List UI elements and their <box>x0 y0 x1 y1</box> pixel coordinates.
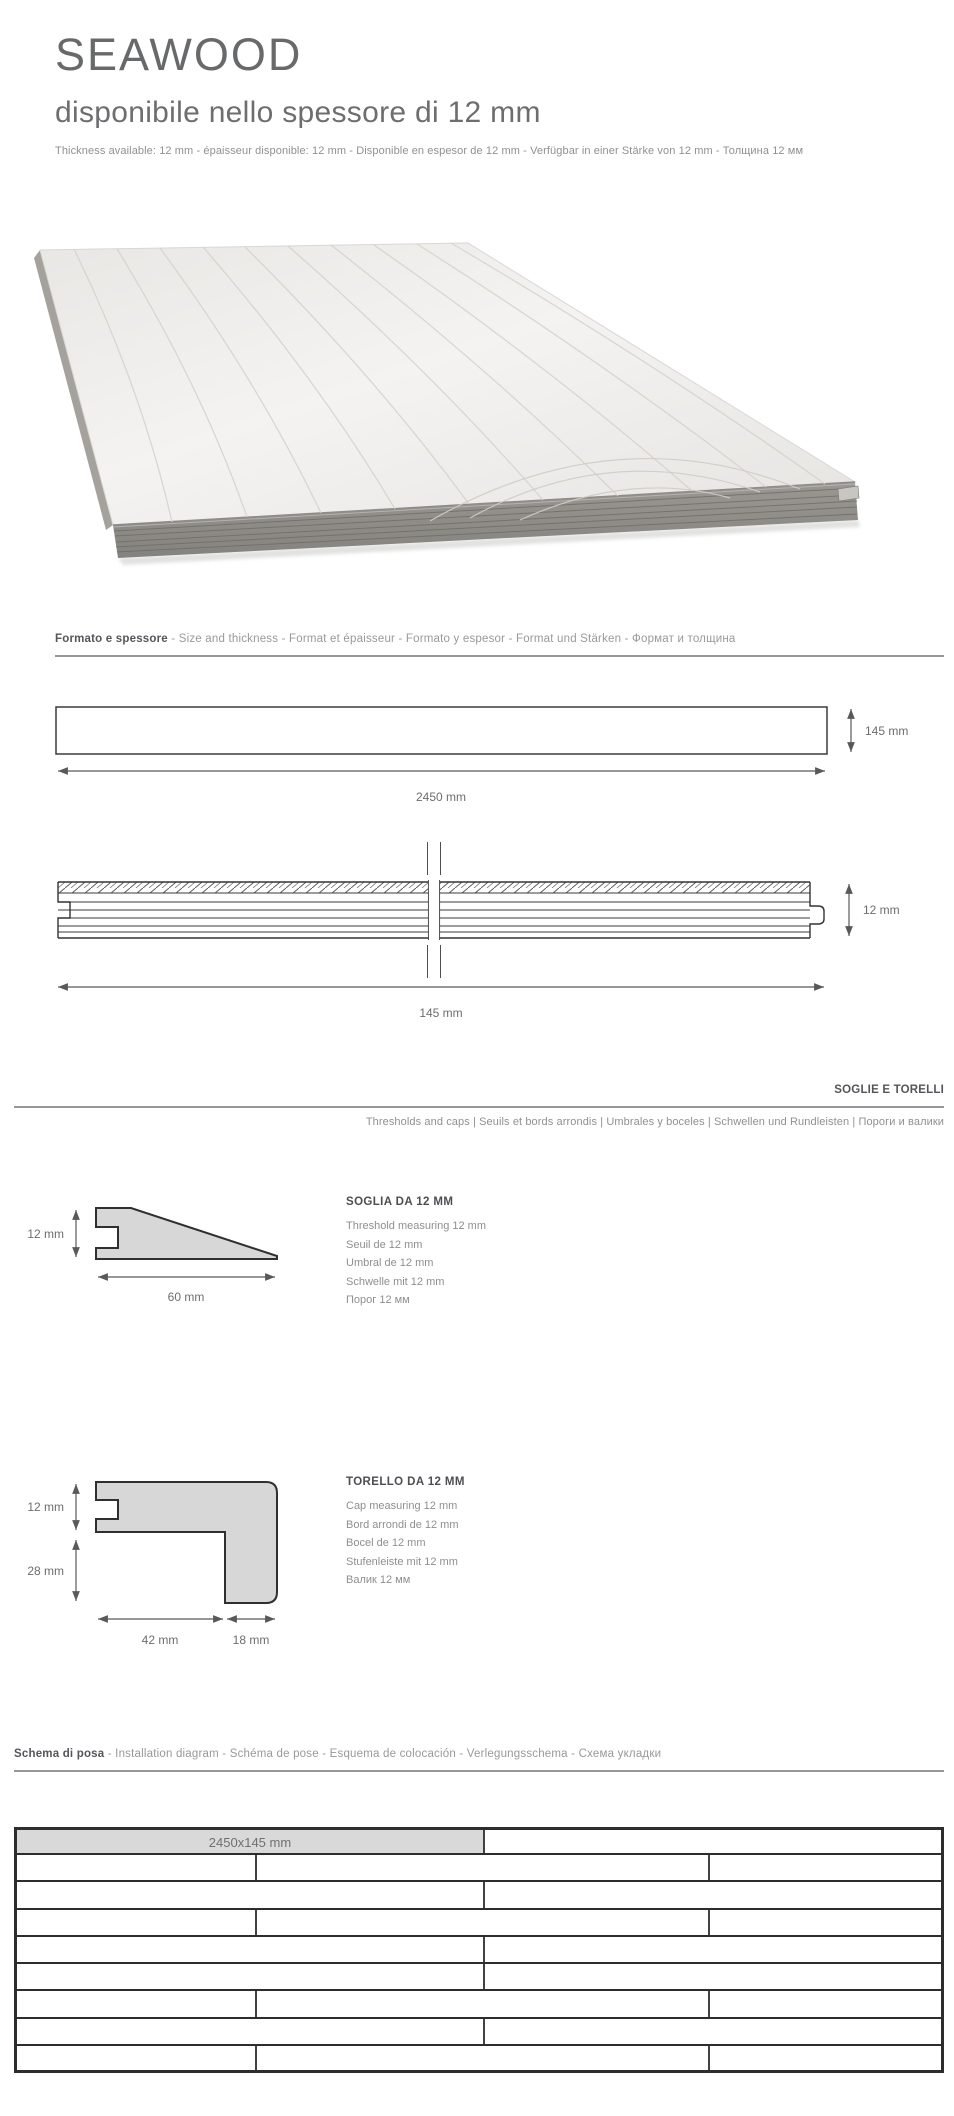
dim-thickness-label: 12 mm <box>863 903 900 917</box>
torello-spec-line-es: Bocel de 12 mm <box>346 1537 426 1549</box>
dim-length-label: 2450 mm <box>415 790 467 804</box>
tongue-groove-notch <box>838 486 859 501</box>
soglia-spec-line-de: Schwelle mit 12 mm <box>346 1275 445 1288</box>
section-format-rule <box>55 655 944 657</box>
torello-profile-shape <box>96 1482 277 1603</box>
plank-section-diagram <box>58 842 900 1020</box>
soglia-thickness-label: 12 mm <box>27 1227 64 1241</box>
product-photo <box>0 230 954 590</box>
installation-diagram <box>14 1827 944 2073</box>
soglia-profile-shape <box>96 1208 277 1259</box>
torello-width-leg-label: 18 mm <box>232 1633 270 1647</box>
torello-spec-line-de: Stufenleiste mit 12 mm <box>346 1555 458 1568</box>
thresholds-subtitle: Thresholds and caps | Seuils et bords arrondis | Umbrales y boceles | Schwellen und Rundleisten | Пороги и валики <box>365 1116 944 1128</box>
torello-spec-line-fr: Bord arrondi de 12 mm <box>346 1518 459 1531</box>
torello-height-label: 28 mm <box>27 1564 64 1578</box>
torello-thickness-label: 12 mm <box>27 1500 64 1514</box>
soglia-spec-line-ru: Порог 12 мм <box>346 1294 410 1306</box>
page-subtitle: disponibile nello spessore di 12 mm <box>55 96 541 129</box>
plank-topview-diagram <box>56 707 908 804</box>
soglia-spec-line-fr: Seuil de 12 mm <box>346 1238 423 1251</box>
thickness-note: Thickness available: 12 mm - épaisseur disponible: 12 mm - Disponible en espesor de 12 mm - Verfügbar in einer Stärke von 12 mm - Толщина 12 мм <box>55 145 804 157</box>
dim-section-width-label: 145 mm <box>419 1006 463 1020</box>
soglia-width-label: 60 mm <box>167 1290 205 1304</box>
section-format-translations: - Size and thickness - Format et épaisseur - Formato y espesor - Format und Stärken - Формат и толщина <box>167 633 736 645</box>
section-thresholds-title: SOGLIE E TORELLI <box>834 1084 944 1096</box>
section-installation-rule <box>14 1770 944 1772</box>
section-thresholds-header <box>400 1084 944 1096</box>
soglia-spec-line-en: Threshold measuring 12 mm <box>346 1220 487 1232</box>
section-thresholds-rule <box>14 1106 944 1108</box>
section-format-title: Formato e spessore <box>55 633 168 645</box>
soglia-spec-title: SOGLIA DA 12 MM <box>346 1196 454 1208</box>
torello-spec-block <box>346 1476 646 1590</box>
dim-width-label: 145 mm <box>865 724 909 738</box>
format-diagrams <box>0 690 954 1025</box>
torello-width-top-label: 42 mm <box>141 1633 179 1647</box>
page-title: SEAWOOD <box>55 29 303 80</box>
installation-plank-label: 2450x145 mm <box>208 1835 292 1850</box>
torello-spec-title: TORELLO DA 12 MM <box>346 1476 465 1488</box>
section-tongue-end <box>810 882 824 938</box>
torello-spec-line-en: Cap measuring 12 mm <box>346 1500 458 1512</box>
soglia-spec-block <box>346 1196 646 1310</box>
section-installation-translations: - Installation diagram - Schéma de pose - Esquema de colocación - Verlegungsschema - Схема укладки <box>104 1748 662 1760</box>
section-installation-title: Schema di posa <box>14 1748 105 1760</box>
soglia-spec-line-es: Umbral de 12 mm <box>346 1257 434 1269</box>
torello-spec-line-ru: Валик 12 мм <box>346 1574 411 1586</box>
section-format-header <box>55 633 736 645</box>
section-installation-header <box>14 1748 661 1760</box>
